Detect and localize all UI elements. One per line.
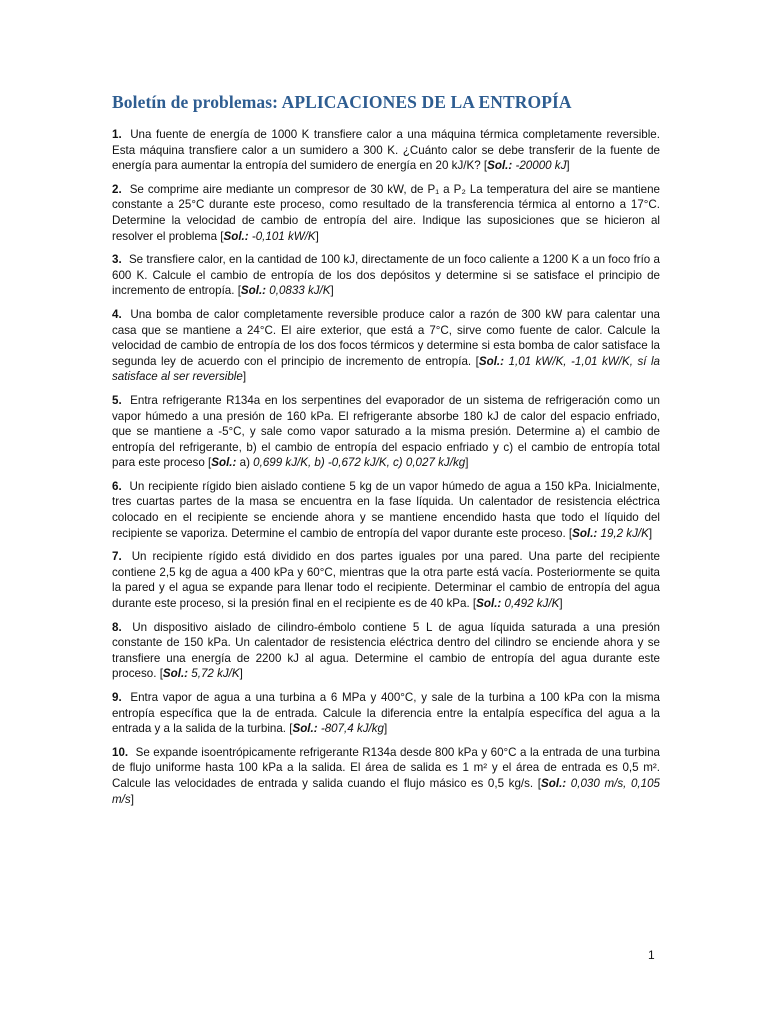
problem-5: 5. Entra refrigerante R134a en los serpentines del evaporador de un sistema de refrigeración como un vapor húmedo a una presión de 160 kPa. El refrigerante absorbe 180 kJ de calor del espacio enfriado, que se mantiene a -5°C, y sale como vapor saturado a la misma presión. Determine a) el cambio de entropía del refrigerante, b) el cambio de entropía del espacio enfriado y c) el cambio de entropía total para este proceso [Sol.: a) 0,699 kJ/K, b) -0,672 kJ/K, c) 0,027 kJ/kg]: [112, 393, 660, 470]
solution-label: Sol.:: [162, 667, 189, 681]
problem-9: 9. Entra vapor de agua a una turbina a 6 MPa y 400°C, y sale de la turbina a 100 kPa con la misma entropía específica que la de entrada. Calcule la diferencia entre la entalpía específica del agua a la entrada y a la salida de la turbina. [Sol.: -807,4 kJ/kg]: [112, 691, 660, 736]
solution-label: Sol.:: [572, 526, 598, 540]
problem-text: Un dispositivo aislado de cilindro-émbolo contiene 5 L de agua líquida saturada a una presión constante de 150 kPa. Un calentador de resistencia eléctrica dentro del cilindro se enciende ahora y se transfiere una energía de 2200 kJ al agua. Determine el cambio de entropía del agua durante este proceso.: [112, 620, 660, 681]
page-number: 1: [648, 948, 655, 962]
problem-text: Se expande isoentrópicamente refrigerante R134a desde 800 kPa y 60°C a la entrada de una turbina de flujo uniforme hasta 100 kPa a la salida. El área de salida es 1 m² y el área de entrada es 0,5 m². Calcule las velocidades de entrada y salida cuando el flujo másico es 0,5 kg/s.: [112, 745, 660, 790]
problem-text: Un recipiente rígido bien aislado contiene 5 kg de un vapor húmedo de agua a 150 kPa. Inicialmente, tres cuartas partes de la masa se encuentra en la fase líquida. Un calentador de resistencia eléctrica colocado en el recipiente se enciende ahora y se mantiene encendido hasta que todo el líquido del recipiente se vaporiza. Determine el cambio de entropía del vapor durante este proceso.: [112, 479, 660, 540]
problem-text: Entra vapor de agua a una turbina a 6 MPa y 400°C, y sale de la turbina a 100 kPa con la misma entropía específica que la de entrada. Calcule la diferencia entre la entalpía específica del agua a la entrada y a la salida de la turbina.: [112, 691, 660, 736]
solution-label: Sol.:: [478, 354, 504, 368]
problem-number: 2.: [112, 182, 122, 196]
problem-number: 3.: [112, 253, 122, 267]
solution-label: Sol.:: [487, 159, 513, 173]
solution-value: 19,2 kJ/K: [600, 526, 649, 540]
solution-label: Sol.:: [476, 597, 502, 611]
solution-value: 0,699 kJ/K, b) -0,672 kJ/K, c) 0,027 kJ/kg: [253, 456, 466, 470]
problem-2: 2. Se comprime aire mediante un compresor de 30 kW, de P₁ a P₂ La temperatura del aire se mantiene constante a 25°C durante este proceso, como resultado de la transferencia térmica al entorno a 17°C. Determine la velocidad de cambio de entropía del aire. Indique las suposiciones que se hicieron al resolver el problema [Sol.: -0,101 kW/K]: [112, 182, 660, 243]
problem-8: 8. Un dispositivo aislado de cilindro-émbolo contiene 5 L de agua líquida saturada a una presión constante de 150 kPa. Un calentador de resistencia eléctrica dentro del cilindro se enciende ahora y se transfiere una energía de 2200 kJ al agua. Determine el cambio de entropía del agua durante este proceso. [Sol.: 5,72 kJ/K]: [112, 620, 660, 681]
solution-value: 0,0833 kJ/K: [269, 284, 331, 298]
problem-1: 1. Una fuente de energía de 1000 K transfiere calor a una máquina térmica completamente reversible. Esta máquina transfiere calor a un sumidero a 300 K. ¿Cuánto calor se debe transferir de la fuente de energía para aumentar la entropía del sumidero de energía en 20 kJ/K? [Sol.: -20000 kJ]: [112, 128, 660, 173]
solution-prefix: a): [239, 456, 250, 470]
solution-value: -20000 kJ: [515, 159, 567, 173]
solution-label: Sol.:: [223, 229, 249, 243]
solution-label: Sol.:: [211, 456, 237, 470]
problem-number: 7.: [112, 550, 122, 564]
problem-number: 5.: [112, 393, 122, 407]
problem-10: 10. Se expande isoentrópicamente refrigerante R134a desde 800 kPa y 60°C a la entrada de una turbina de flujo uniforme hasta 100 kPa a la salida. El área de salida es 1 m² y el área de entrada es 0,5 m². Calcule las velocidades de entrada y salida cuando el flujo másico es 0,5 kg/s. [Sol.: 0,030 m/s, 0,105 m/s]: [112, 745, 660, 806]
solution-label: Sol.:: [541, 776, 567, 790]
document-page: [112, 92, 660, 815]
problem-3: 3. Se transfiere calor, en la cantidad de 100 kJ, directamente de un foco caliente a 1200 K a un foco frío a 600 K. Calcule el cambio de entropía de los dos depósitos y determine si se satisface el principio de incremento de entropía. [Sol.: 0,0833 kJ/K]: [112, 253, 660, 298]
solution-label: Sol.:: [240, 284, 267, 298]
solution-value: 1,01 kW/K, -1,01 kW/K, sí la satisface al ser reversible: [112, 354, 661, 384]
problem-6: 6. Un recipiente rígido bien aislado contiene 5 kg de un vapor húmedo de agua a 150 kPa. Inicialmente, tres cuartas partes de la masa se encuentra en la fase líquida. Un calentador de resistencia eléctrica colocado en el recipiente se enciende ahora y se mantiene encendido hasta que todo el líquido del recipiente se vaporiza. Determine el cambio de entropía del vapor durante este proceso. [Sol.: 19,2 kJ/K]: [112, 479, 660, 540]
problem-text: Una bomba de calor completamente reversible produce calor a razón de 300 kW para calentar una casa que se mantiene a 24°C. El aire exterior, que está a 7°C, sirve como fuente de calor. Calcule la velocidad de cambio de entropía de los dos focos térmicos y determine si esta bomba de calor satisface la segunda ley de acuerdo con el principio de incremento de entropía.: [112, 307, 660, 368]
solution-label: Sol.:: [292, 722, 318, 736]
problem-number: 1.: [112, 128, 122, 141]
solution-value: -0,101 kW/K: [251, 229, 316, 243]
solution-value: 0,492 kJ/K: [504, 597, 560, 611]
solution-value: 0,030 m/s, 0,105 m/s: [112, 776, 660, 806]
problem-number: 10.: [112, 745, 129, 759]
problem-text: Se comprime aire mediante un compresor de 30 kW, de P₁ a P₂ La temperatura del aire se mantiene constante a 25°C durante este proceso, como resultado de la transferencia térmica al entorno a 17°C. Determine la velocidad de cambio de entropía del aire. Indique las suposiciones que se hicieron al resolver el problema: [112, 182, 660, 243]
problem-7: 7. Un recipiente rígido está dividido en dos partes iguales por una pared. Una parte del recipiente contiene 2,5 kg de agua a 400 kPa y 60°C, mientras que la otra parte está vacía. Posteriormente se quita la pared y el agua se expande para llenar todo el recipiente. Determinar el cambio de entropía del agua durante este proceso, si la presión final en el recipiente es de 40 kPa. [Sol.: 0,492 kJ/K]: [112, 550, 660, 611]
problem-list: [112, 127, 660, 807]
solution-value: 5,72 kJ/K: [191, 667, 240, 681]
problem-number: 6.: [112, 479, 122, 493]
problem-text: Un recipiente rígido está dividido en dos partes iguales por una pared. Una parte del recipiente contiene 2,5 kg de agua a 400 kPa y 60°C, mientras que la otra parte está vacía. Posteriormente se quita la pared y el agua se expande para llenar todo el recipiente. Determinar el cambio de entropía del agua durante este proceso, si la presión final en el recipiente es de 40 kPa.: [112, 550, 660, 611]
problem-number: 9.: [112, 691, 122, 704]
problem-number: 8.: [112, 620, 122, 634]
problem-4: 4. Una bomba de calor completamente reversible produce calor a razón de 300 kW para calentar una casa que se mantiene a 24°C. El aire exterior, que está a 7°C, sirve como fuente de calor. Calcule la velocidad de cambio de entropía de los dos focos térmicos y determine si esta bomba de calor satisface la segunda ley de acuerdo con el principio de incremento de entropía. [Sol.: 1,01 kW/K, -1,01 kW/K, sí la satisface al ser reversible]: [112, 307, 661, 384]
solution-value: -807,4 kJ/kg: [320, 722, 384, 736]
document-title: Boletín de problemas: APLICACIONES DE LA ENTROPÍA: [112, 92, 572, 112]
problem-number: 4.: [112, 307, 122, 321]
problem-text: Se transfiere calor, en la cantidad de 100 kJ, directamente de un foco caliente a 1200 K a un foco frío a 600 K. Calcule el cambio de entropía de los dos depósitos y determine si se satisface el principio de incremento de entropía.: [112, 253, 660, 298]
problem-text: Entra refrigerante R134a en los serpentines del evaporador de un sistema de refrigeración como un vapor húmedo a una presión de 160 kPa. El refrigerante absorbe 180 kJ de calor del espacio enfriado, que se mantiene a -5°C, y sale como vapor saturado a la misma presión. Determine a) el cambio de entropía del refrigerante, b) el cambio de entropía del espacio enfriado y c) el cambio de entropía total para este proceso: [112, 393, 660, 470]
problem-text: Una fuente de energía de 1000 K transfiere calor a una máquina térmica completamente reversible. Esta máquina transfiere calor a un sumidero a 300 K. ¿Cuánto calor se debe transferir de la fuente de energía para aumentar la entropía del sumidero de energía en 20 kJ/K?: [112, 128, 660, 173]
